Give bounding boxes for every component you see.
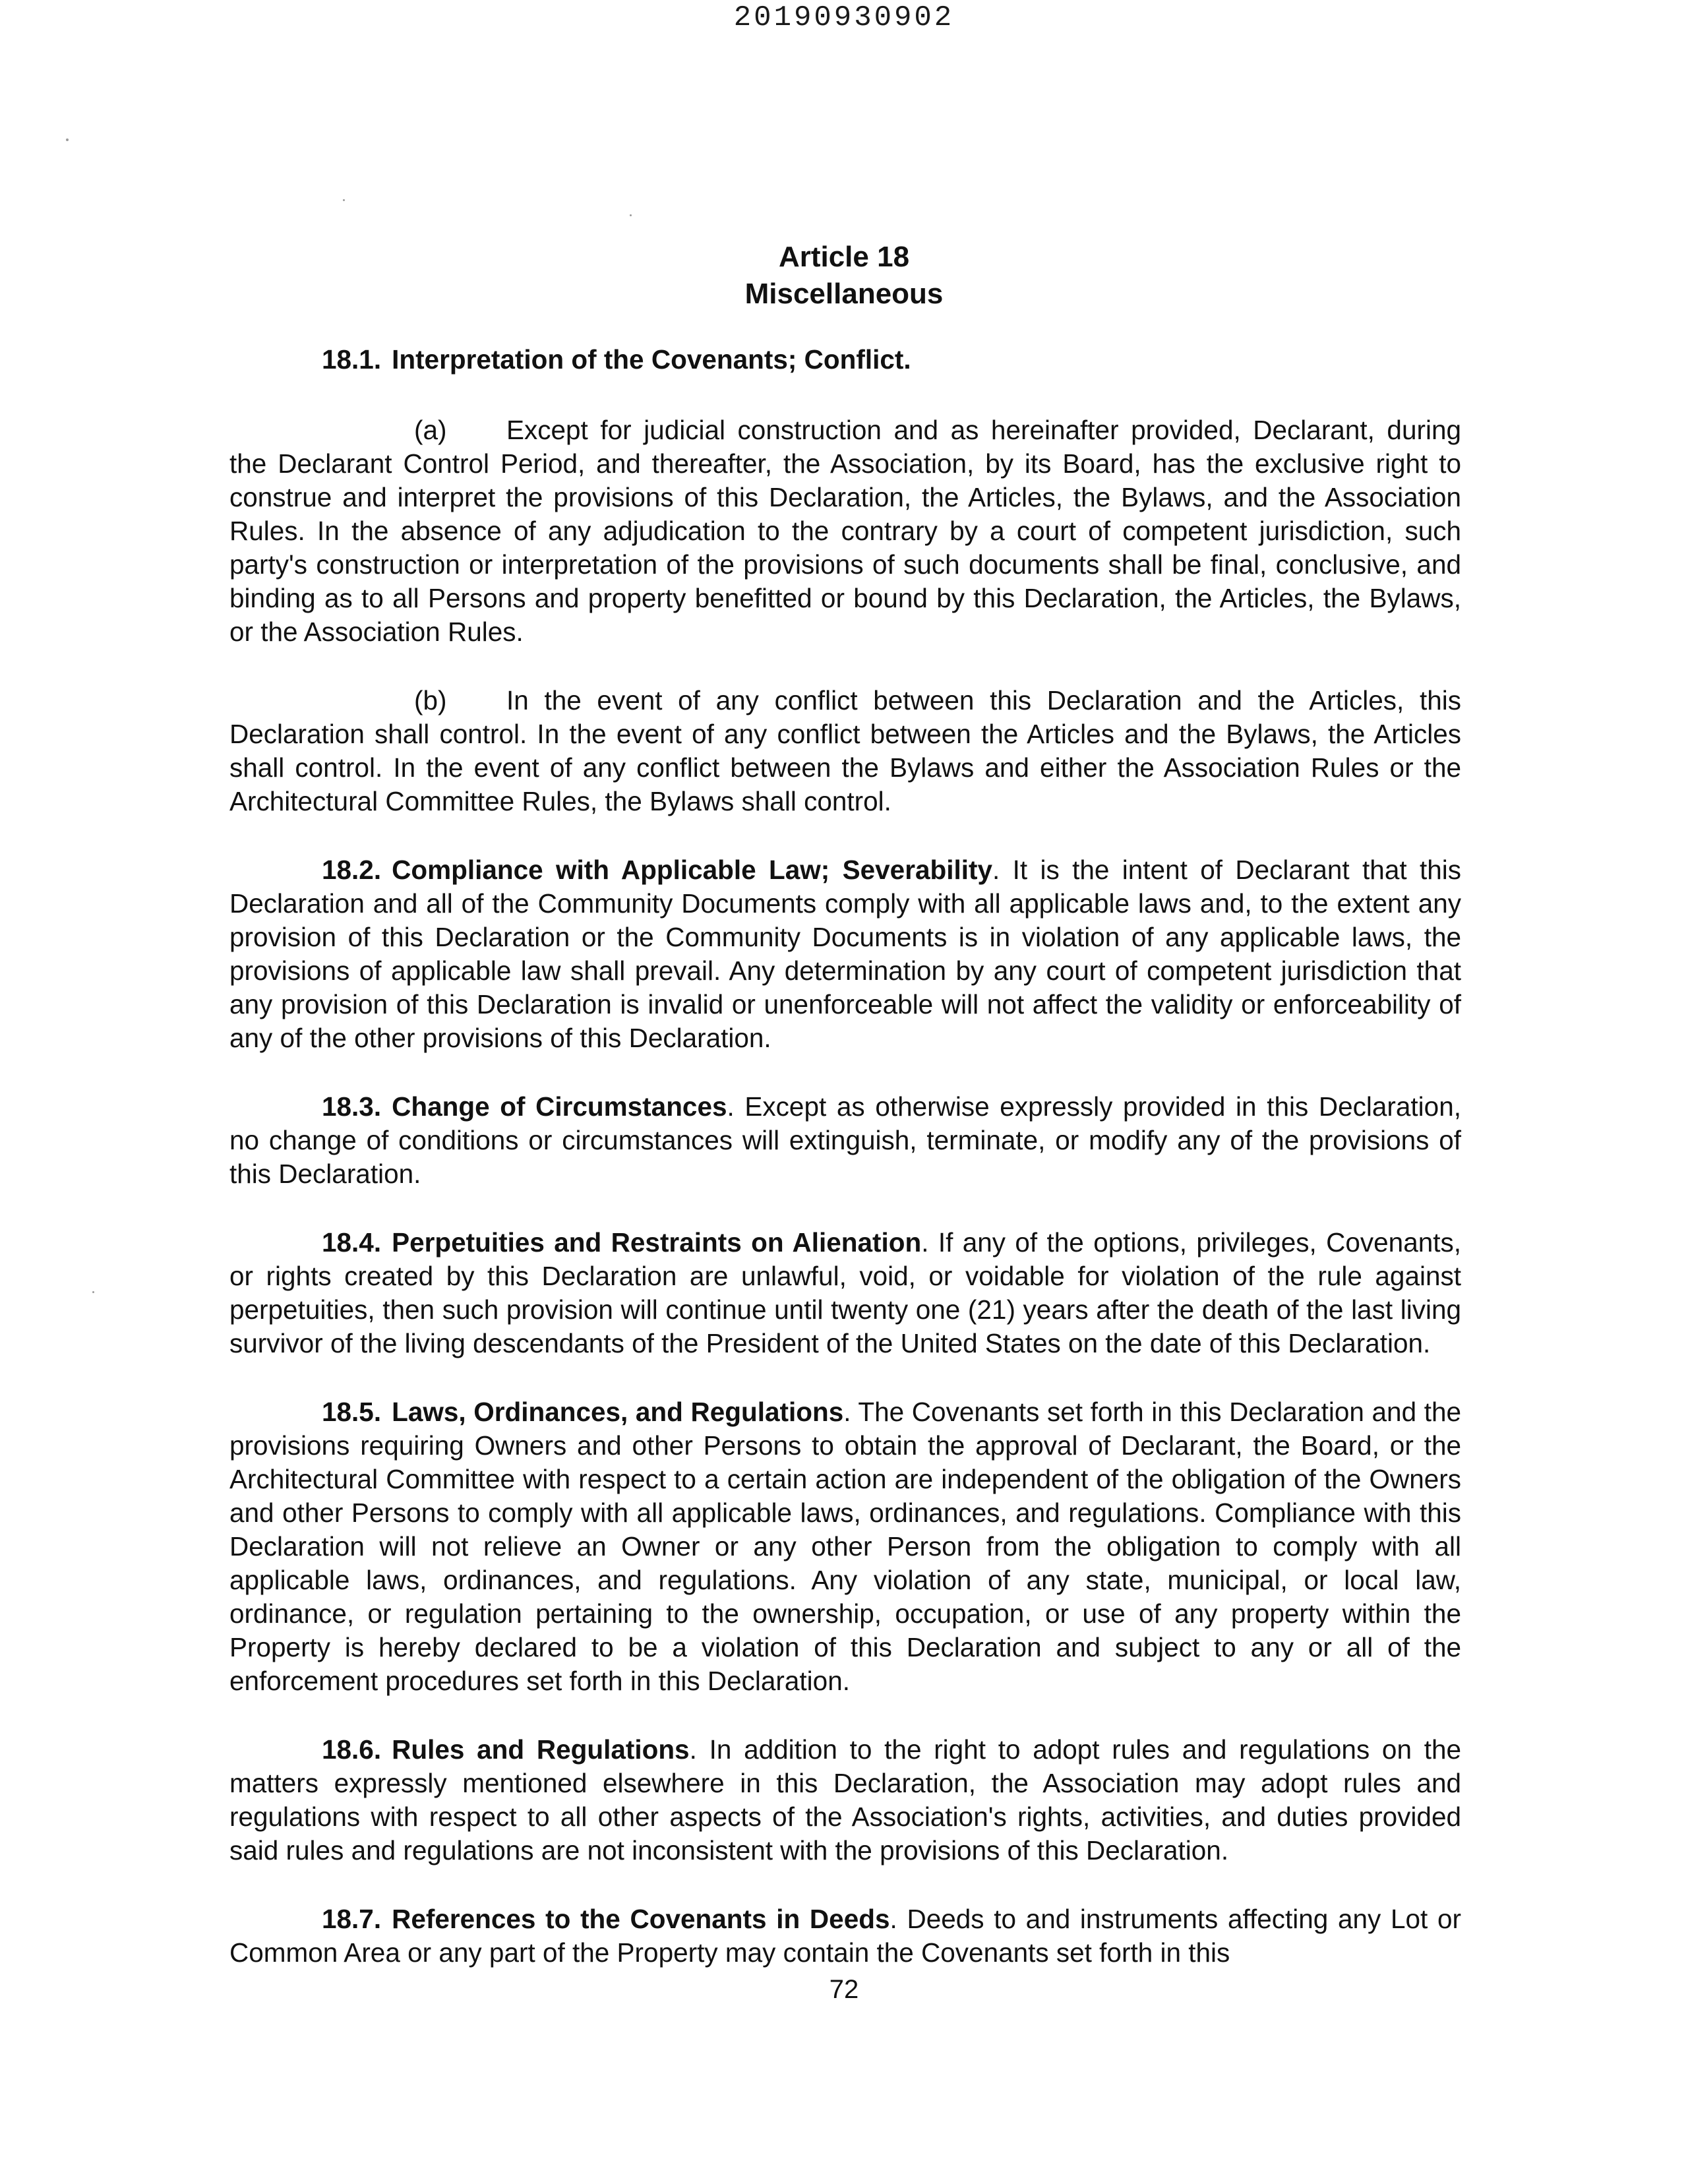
section-text: . Deeds to and instruments affecting any Lot or Common Area or any part of the Property may contain the Covenants set forth in this bbox=[229, 1904, 1462, 1968]
scan-speck bbox=[92, 1291, 94, 1293]
section-text: . In addition to the right to adopt rules and regulations on the matters expressly mentioned elsewhere in this Declaration, the Association may adopt rules and regulations with respect to all other aspects of the Association's rights, activities, and duties provided said rules and regulations are not inconsistent with the provisions of this Declaration. bbox=[229, 1734, 1462, 1866]
section-title: Laws, Ordinances, and Regulations bbox=[392, 1397, 844, 1427]
section-title: Rules and Regulations bbox=[392, 1734, 690, 1765]
section-text: . It is the intent of Declarant that this Declaration and all of the Community Documents comply with all applicable laws and, to the extent any provision of this Declaration or the Community Documents is in violation of any applicable laws, the provisions of applicable law shall prevail. Any determination by any court of competent jurisdiction that any provision of this Declaration is invalid or unenforceable will not affect the validity or enforceability of any of the other provisions of this Declaration. bbox=[229, 855, 1461, 1053]
section-number: 18.7. bbox=[322, 1904, 382, 1934]
subsection-text: Except for judicial construction and as hereinafter provided, Declarant, during the Declarant Control Period, and thereafter, the Association, by its Board, has the exclusive right to construe and interpret the provisions of this Declaration, the Articles, the Bylaws, and the Association Rules. In the absence of any adjudication to the contrary by a court of competent jurisdiction, such party's construction or interpretation of the provisions of such documents shall be final, conclusive, and binding as to all Persons and property benefitted or bound by this Declaration, the Articles, the Bylaws, or the Association Rules. bbox=[229, 415, 1461, 647]
section-title: References to the Covenants in Deeds bbox=[392, 1904, 890, 1934]
article-heading bbox=[0, 239, 1688, 313]
section-title: Interpretation of the Covenants; Conflict. bbox=[392, 344, 911, 375]
section-18-4 bbox=[229, 1226, 1461, 1360]
section-18-1-a bbox=[229, 413, 1461, 649]
section-18-1-heading bbox=[229, 343, 1461, 377]
section-number: 18.4. bbox=[322, 1227, 382, 1258]
subsection-label: (a) bbox=[414, 415, 447, 445]
section-18-6 bbox=[229, 1733, 1461, 1867]
subsection-label: (b) bbox=[414, 685, 447, 715]
section-title: Compliance with Applicable Law; Severability bbox=[392, 855, 992, 885]
section-number: 18.6. bbox=[322, 1734, 382, 1765]
subsection-text: In the event of any conflict between this Declaration and the Articles, this Declaration shall control. In the event of any conflict between the Articles and the Bylaws, the Articles shall control. In the event of any conflict between the Bylaws and either the Association Rules or the Architectural Committee Rules, the Bylaws shall control. bbox=[229, 685, 1461, 816]
section-18-5 bbox=[229, 1395, 1461, 1698]
section-number: 18.5. bbox=[322, 1397, 382, 1427]
article-title: Miscellaneous bbox=[744, 278, 944, 310]
scan-speck bbox=[630, 214, 632, 216]
section-title: Change of Circumstances bbox=[392, 1091, 727, 1122]
scan-speck bbox=[343, 199, 345, 201]
section-18-1-b bbox=[229, 684, 1461, 818]
section-number: 18.3. bbox=[322, 1091, 382, 1122]
section-text: . The Covenants set forth in this Declaration and the provisions requiring Owners and other Persons to obtain the approval of Declarant, the Board, or the Architectural Committee with respect to a certain action are independent of the obligation of the Owners and other Persons to comply with all applicable laws, ordinances, and regulations. Compliance with this Declaration will not relieve an Owner or any other Person from the obligation to comply with all applicable laws, ordinances, and regulations. Any violation of any state, municipal, or local law, ordinance, or regulation pertaining to the ownership, occupation, or use of any property within the Property is hereby declared to be a violation of this Declaration and subject to any or all of the enforcement procedures set forth in this Declaration. bbox=[229, 1397, 1461, 1696]
section-18-7 bbox=[229, 1902, 1461, 1970]
section-number: 18.2. bbox=[322, 855, 382, 885]
section-18-2 bbox=[229, 853, 1461, 1055]
section-number: 18.1. bbox=[322, 344, 382, 375]
document-number: 20190930902 bbox=[733, 1, 955, 34]
scan-speck bbox=[66, 138, 69, 141]
document-body bbox=[229, 343, 1461, 2005]
article-number: Article 18 bbox=[778, 241, 910, 273]
section-title: Perpetuities and Restraints on Alienation bbox=[392, 1227, 922, 1258]
section-text: . Except as otherwise expressly provided in this Declaration, no change of conditions or circumstances will extinguish, terminate, or modify any of the provisions of this Declaration. bbox=[229, 1091, 1461, 1189]
section-18-3 bbox=[229, 1090, 1461, 1191]
section-text: . If any of the options, privileges, Covenants, or rights created by this Declaration are unlawful, void, or voidable for violation of the rule against perpetuities, then such provision will continue until twenty one (21) years after the death of the last living survivor of the living descendants of the President of the United States on the date of this Declaration. bbox=[229, 1227, 1461, 1358]
page-number: 72 bbox=[829, 1975, 859, 2004]
